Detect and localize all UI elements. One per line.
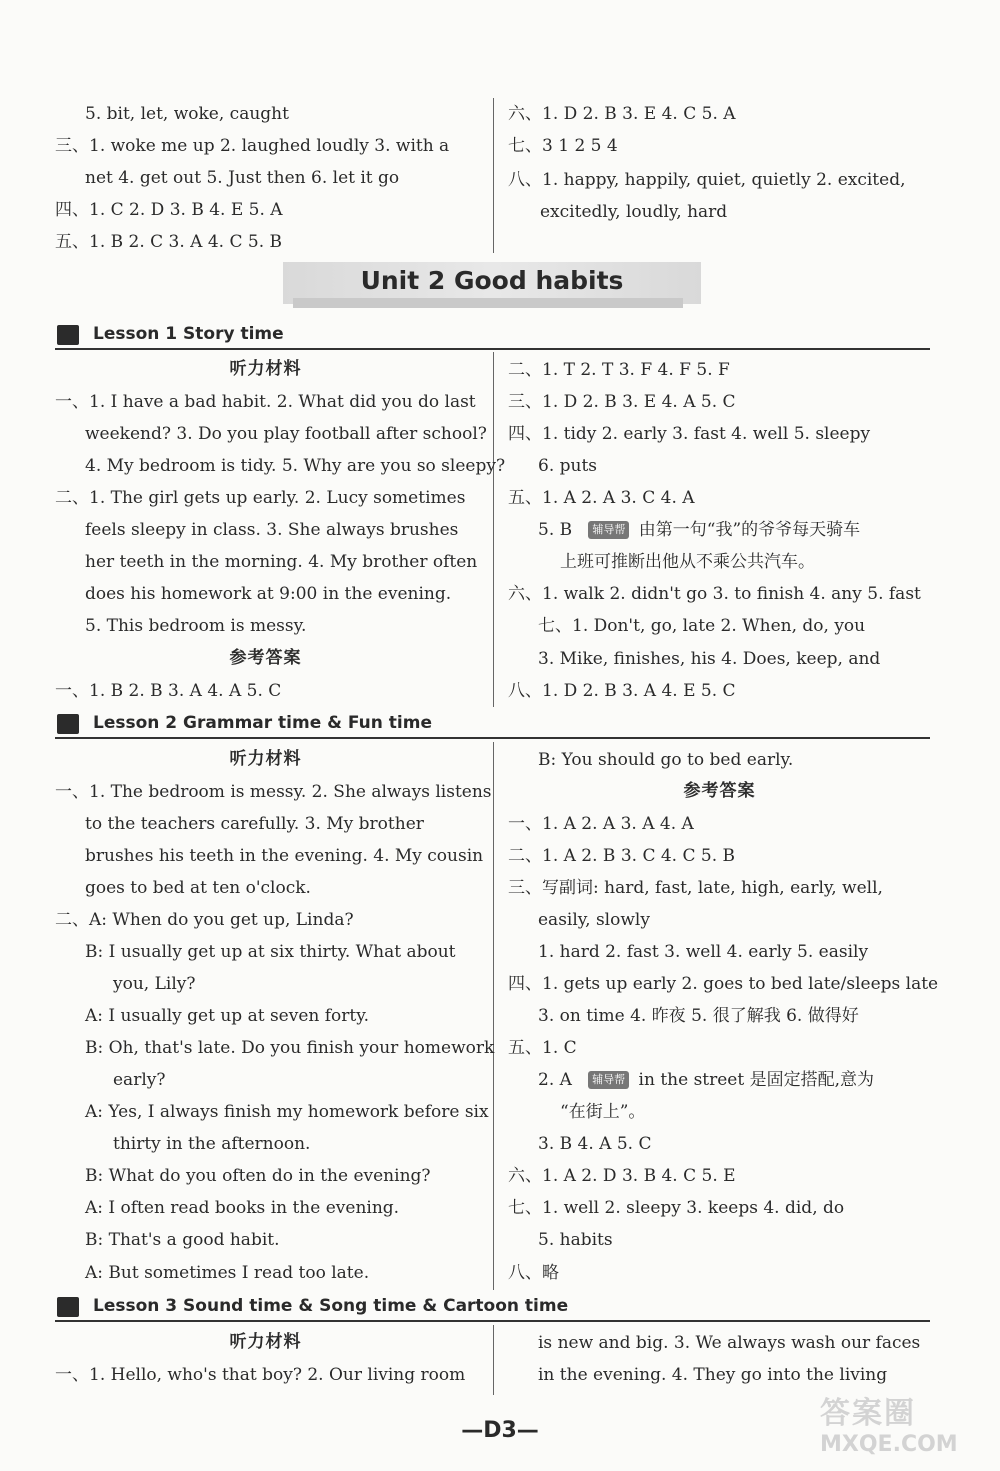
text-line: thirty in the afternoon.: [113, 1134, 311, 1154]
answer-line: 七、1. well 2. sleepy 3. keeps 4. did, do: [508, 1198, 845, 1218]
answer-line: 三、1. D 2. B 3. E 4. A 5. C: [508, 392, 736, 412]
watermark-text: 答案圈: [820, 1396, 916, 1431]
watermark-url: MXQE.COM: [820, 1432, 958, 1457]
answer-line: excitedly, loudly, hard: [540, 202, 728, 222]
text-line: A: I often read books in the evening.: [85, 1198, 400, 1218]
answer-line: 三、1. woke me up 2. laughed loudly 3. with a: [55, 136, 450, 156]
answer-line: 八、1. D 2. B 3. A 4. E 5. C: [508, 681, 736, 701]
text-line: 一、1. I have a bad habit. 2. What did you do last: [55, 392, 476, 412]
answer-line: 一、1. A 2. A 3. A 4. A: [508, 814, 694, 834]
answer-line: net 4. get out 5. Just then 6. let it go: [85, 168, 400, 188]
lesson-title: Lesson 1 Story time: [93, 324, 284, 344]
text-line: does his homework at 9:00 in the evening.: [85, 584, 452, 604]
answer-line: 五、1. C: [508, 1038, 577, 1058]
text-line: 一、1. The bedroom is messy. 2. She always listens: [55, 782, 492, 802]
watermark-logo: [820, 1388, 990, 1468]
answer-line: 一、1. B 2. B 3. A 4. A 5. C: [55, 681, 282, 701]
text-line: A: Yes, I always finish my homework before six: [85, 1102, 489, 1122]
answer-line-helper: 2. A 辅导帮 in the street 是固定搭配,意为: [538, 1070, 875, 1090]
answer-line: 3. B 4. A 5. C: [538, 1134, 652, 1154]
answer-line: 1. hard 2. fast 3. well 4. early 5. easily: [538, 942, 869, 962]
text-line: weekend? 3. Do you play football after school?: [85, 424, 487, 444]
answer-line: 六、1. A 2. D 3. B 4. C 5. E: [508, 1166, 736, 1186]
answer-line: easily, slowly: [538, 910, 650, 930]
lesson-marker-icon: [57, 714, 79, 734]
page-number: —D3—: [461, 1418, 539, 1443]
lesson-title: Lesson 2 Grammar time & Fun time: [93, 713, 433, 733]
answer-line: 上班可推断出他从不乘公共汽车。: [560, 552, 815, 572]
column-divider: [493, 98, 494, 253]
lesson-title: Lesson 3 Sound time & Song time & Cartoon time: [93, 1296, 569, 1316]
answer-line: 3. Mike, finishes, his 4. Does, keep, and: [538, 649, 881, 669]
text-line: feels sleepy in class. 3. She always brushes: [85, 520, 459, 540]
answer-line: 二、1. A 2. B 3. C 4. C 5. B: [508, 846, 736, 866]
text-line: in the evening. 4. They go into the living: [538, 1365, 888, 1385]
answer-line: “在街上”。: [560, 1102, 646, 1122]
answer-line: 七、3 1 2 5 4: [508, 136, 618, 156]
section-title: 参考答案: [683, 781, 756, 801]
answer-line: 五、1. A 2. A 3. C 4. A: [508, 488, 695, 508]
text-line: B: What do you often do in the evening?: [85, 1166, 431, 1186]
answer-line: 八、1. happy, happily, quiet, quietly 2. excited,: [508, 170, 906, 190]
lesson-header: [55, 711, 930, 739]
text-line: 二、1. The girl gets up early. 2. Lucy sometimes: [55, 488, 466, 508]
text-line: to the teachers carefully. 3. My brother: [85, 814, 424, 834]
text-line: B: That's a good habit.: [85, 1230, 280, 1250]
column-divider: [493, 742, 494, 1290]
answer-line: 五、1. B 2. C 3. A 4. C 5. B: [55, 232, 283, 252]
lesson-header: [55, 1294, 930, 1322]
answer-line: 5. bit, let, woke, caught: [85, 104, 289, 124]
text-line: 二、A: When do you get up, Linda?: [55, 910, 354, 930]
helper-tag: 辅导帮: [588, 521, 629, 539]
answer-line: 四、1. C 2. D 3. B 4. E 5. A: [55, 200, 283, 220]
text-line: 4. My bedroom is tidy. 5. Why are you so sleepy?: [85, 456, 506, 476]
unit-title: Unit 2 Good habits: [360, 266, 624, 295]
text-line: brushes his teeth in the evening. 4. My cousin: [85, 846, 484, 866]
answer-line: 六、1. walk 2. didn't go 3. to finish 4. any 5. fast: [508, 584, 921, 604]
answer-line: 6. puts: [538, 456, 598, 476]
helper-tag: 辅导帮: [588, 1071, 629, 1089]
text-line: you, Lily?: [113, 974, 196, 994]
lesson-header: [55, 322, 930, 350]
text-line: B: Oh, that's late. Do you finish your homework: [85, 1038, 495, 1058]
lesson-marker-icon: [57, 1297, 79, 1317]
answer-line: 5. habits: [538, 1230, 613, 1250]
answer-line: 四、1. tidy 2. early 3. fast 4. well 5. sleepy: [508, 424, 871, 444]
text-line: her teeth in the morning. 4. My brother often: [85, 552, 478, 572]
unit-banner: [283, 262, 701, 304]
section-title: 参考答案: [229, 648, 302, 668]
text-line: A: But sometimes I read too late.: [85, 1263, 370, 1283]
text-line: goes to bed at ten o'clock.: [85, 878, 311, 898]
text-line: A: I usually get up at seven forty.: [85, 1006, 369, 1026]
text-line: early?: [113, 1070, 166, 1090]
answer-line: 七、1. Don't, go, late 2. When, do, you: [538, 616, 866, 636]
lesson-marker-icon: [57, 325, 79, 345]
text-line: B: You should go to bed early.: [538, 750, 794, 770]
column-divider: [493, 352, 494, 707]
text-line: 5. This bedroom is messy.: [85, 616, 307, 636]
answer-line: 四、1. gets up early 2. goes to bed late/sleeps late: [508, 974, 939, 994]
answer-line-helper: 5. B 辅导帮 由第一句“我”的爷爷每天骑车: [538, 520, 861, 540]
section-title: 听力材料: [229, 749, 302, 769]
answer-line: 3. on time 4. 昨夜 5. 很了解我 6. 做得好: [538, 1006, 859, 1026]
answer-line: 二、1. T 2. T 3. F 4. F 5. F: [508, 360, 730, 380]
text-line: 一、1. Hello, who's that boy? 2. Our living room: [55, 1365, 466, 1385]
answer-line: 三、写副词: hard, fast, late, high, early, well,: [508, 878, 883, 898]
text-line: B: I usually get up at six thirty. What about: [85, 942, 456, 962]
section-title: 听力材料: [229, 1332, 302, 1352]
answer-line: 八、略: [508, 1263, 559, 1283]
section-title: 听力材料: [229, 359, 302, 379]
text-line: is new and big. 3. We always wash our faces: [538, 1333, 921, 1353]
answer-line: 六、1. D 2. B 3. E 4. C 5. A: [508, 104, 736, 124]
column-divider: [493, 1325, 494, 1395]
